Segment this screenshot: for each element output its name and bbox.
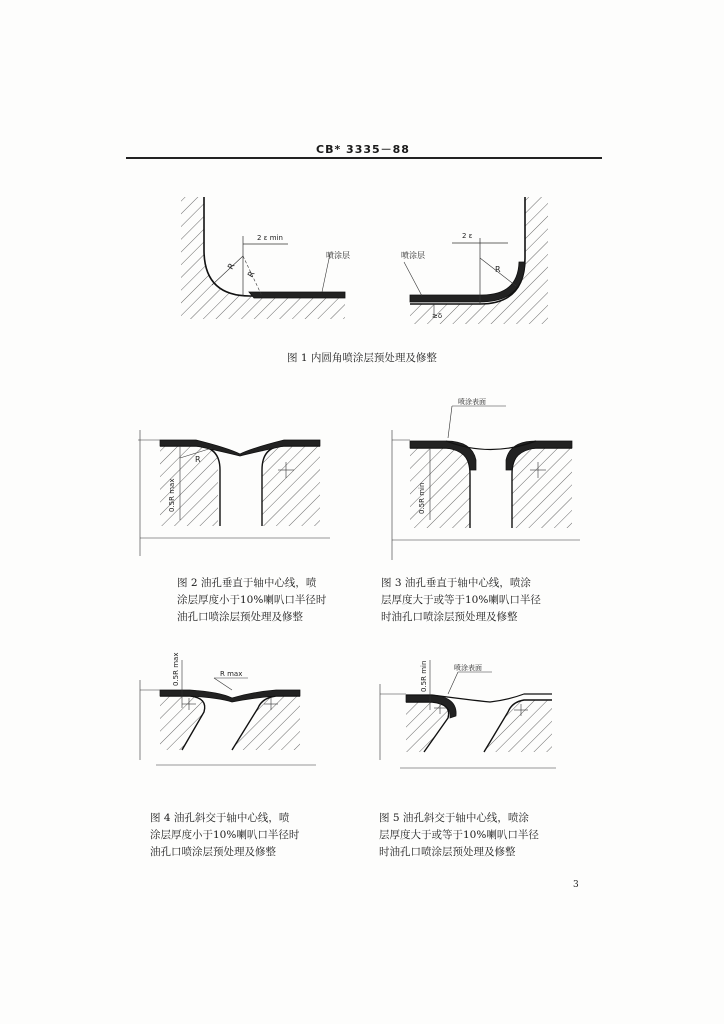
fig5-vertical-label: 0.5R min [420, 660, 428, 692]
figure-2-caption-line-1: 图 2 油孔垂直于轴中心线，喷 [177, 577, 317, 589]
figure-5-caption-line-2: 层厚度大于或等于10%喇叭口半径 [379, 829, 539, 841]
standard-number: CB* 3335－88 [316, 143, 410, 156]
page-number: 3 [573, 880, 579, 890]
figure-4-caption-line-2: 涂层厚度小于10%喇叭口半径时 [150, 829, 300, 841]
fig3-vertical-label: 0.5R min [418, 482, 426, 514]
fig5-right-block [484, 700, 552, 752]
figure-3-caption-line-1: 图 3 油孔垂直于轴中心线，喷涂 [381, 577, 531, 589]
fig5-top-note: 喷涂表面 [454, 664, 482, 672]
figure-5-caption-line-1: 图 5 油孔斜交于轴中心线，喷涂 [379, 812, 529, 824]
figure-4-caption-line-1: 图 4 油孔斜交于轴中心线，喷 [150, 812, 290, 824]
fig3-top-note: 喷涂表面 [458, 398, 486, 406]
fig1-right-dim-label: 2 ε [462, 232, 473, 240]
svg-text:R: R [225, 261, 237, 271]
figure-4-caption-line-3: 油孔口喷涂层预处理及修整 [150, 846, 276, 858]
figure-2-caption-line-3: 油孔口喷涂层预处理及修整 [177, 611, 303, 623]
svg-text:R: R [495, 265, 501, 274]
figure-5-caption-line-3: 时油孔口喷涂层预处理及修整 [379, 846, 516, 858]
svg-text:R: R [245, 269, 257, 279]
figure-3-caption-line-3: 时油孔口喷涂层预处理及修整 [381, 611, 518, 623]
fig4-top-note: R max [220, 670, 243, 678]
fig1-right-note: 喷涂层 [401, 251, 425, 260]
figure-2-caption-line-2: 涂层厚度小于10%喇叭口半径时 [177, 594, 327, 606]
fig1-left-dim-label: 2 ε min [257, 234, 283, 242]
fig1-left-note: 喷涂层 [326, 251, 350, 260]
figure-3-caption-line-2: 层厚度大于或等于10%喇叭口半径 [381, 594, 541, 606]
fig2-vertical-label: 0.5R max [168, 478, 176, 512]
figure-1-caption: 图 1 内圆角喷涂层预处理及修整 [287, 352, 437, 364]
fig4-vertical-label: 0.5R max [172, 652, 180, 686]
fig1-right-bottom-label: ≥δ [432, 312, 443, 320]
fig2-radius-label: R [195, 455, 201, 464]
